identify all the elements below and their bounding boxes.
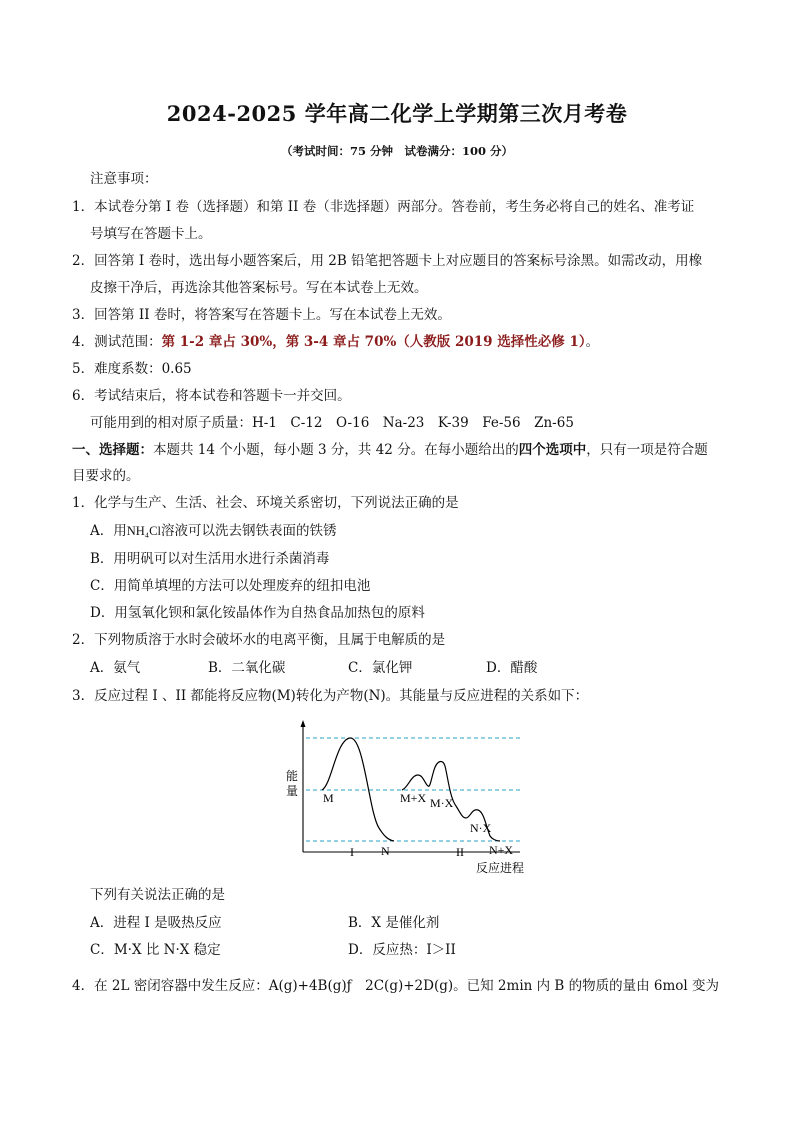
note-1: 1．本试卷分第 I 卷（选择题）和第 II 卷（非选择题）两部分。答卷前，考生务必将自己的姓名、准考证 (72, 199, 695, 215)
y-label-2: 量 (286, 784, 299, 798)
label-N-plus-X: N+X (489, 843, 514, 857)
exam-info: （考试时间：75 分钟 试卷满分：100 分） (280, 144, 513, 158)
label-N: N (381, 844, 390, 858)
q1-a-text: 溶液可以洗去钢铁表面的铁锈 (160, 523, 337, 539)
page-title: 2024-2025 学年高二化学上学期第三次月考卷 (166, 101, 628, 126)
note-2-cont: 皮擦干净后，再选涂其他答案标号。写在本试卷上无效。 (90, 280, 428, 296)
section-1-prefix: 一、选择题： (72, 442, 153, 458)
q1-option-b: B．用明矾可以对生活用水进行杀菌消毒 (90, 551, 330, 567)
q1-option-d: D．用氢氧化钡和氯化铵晶体作为自热食品加热包的原料 (90, 605, 425, 621)
q3-option-d: D．反应热：I＞II (348, 942, 456, 958)
label-I: I (350, 845, 354, 859)
pathway-I-curve (322, 738, 394, 841)
note-4-scope: 第 1-2 章占 30%，第 3-4 章占 70%（人教版 2019 选择性必修 1） (161, 334, 586, 350)
q3-option-b: B．X 是催化剂 (348, 915, 440, 931)
q2-option-a: A．氨气 (90, 660, 141, 676)
q1-stem: 1．化学与生产、生活、社会、环境关系密切，下列说法正确的是 (72, 495, 459, 511)
note-3: 3．回答第 II 卷时，将答案写在答题卡上。写在本试卷上无效。 (72, 307, 451, 323)
q2-stem: 2．下列物质溶于水时会破坏水的电离平衡，且属于电解质的是 (72, 632, 446, 648)
section-1-text-c: ，只有一项是符合题 (586, 442, 708, 458)
q1-option-c: C．用简单填埋的方法可以处理废弃的纽扣电池 (90, 578, 371, 594)
section-1-header (72, 441, 708, 459)
q1-a-prefix: A．用 (90, 523, 127, 539)
y-axis-arrow (301, 720, 306, 727)
q4-stem: 4．在 2L 密闭容器中发生反应：A(g)+4B(g)ƒ 2C(g)+2D(g)。已知 2min 内 B 的物质的量由 6mol 变为 (72, 978, 720, 994)
notes-heading: 注意事项： (90, 171, 158, 187)
atomic-masses: 可能用到的相对原子质量：H-1 C-12 O-16 Na-23 K-39 Fe-56 Zn-65 (90, 415, 574, 431)
label-II: II (456, 845, 464, 859)
note-4-suffix: 。 (585, 334, 600, 350)
note-6: 6．考试结束后，将本试卷和答题卡一并交回。 (72, 388, 351, 404)
q3-stem: 3．反应过程 I 、II 都能将反应物(M)转化为产物(N)。其能量与反应进程的关系如下： (72, 688, 589, 704)
note-1-cont: 号填写在答题卡上。 (90, 226, 212, 242)
label-M-plus-X: M+X (400, 791, 427, 805)
label-M-dot-X: M·X (430, 796, 454, 810)
x-axis-label: 反应进程 (476, 861, 525, 875)
section-1-text-a: 本题共 14 个小题，每小题 3 分，共 42 分。在每小题给出的 (153, 442, 519, 458)
section-1-line2: 目要求的。 (72, 468, 140, 484)
q3-option-c: C．M·X 比 N·X 稳定 (90, 942, 221, 958)
label-M: M (323, 791, 334, 805)
section-1-text-b: 四个选项中 (518, 442, 587, 458)
note-4 (72, 333, 599, 351)
label-N-dot-X: N·X (470, 821, 492, 835)
note-5: 5．难度系数：0.65 (72, 361, 192, 377)
q3-prompt: 下列有关说法正确的是 (90, 887, 225, 903)
y-label-1: 能 (286, 769, 299, 783)
note-4-prefix: 4．测试范围： (72, 334, 162, 350)
energy-profile-diagram (284, 718, 534, 878)
q2-option-d: D．醋酸 (486, 660, 538, 676)
q3-option-a: A．进程 I 是吸热反应 (90, 915, 222, 931)
q2-option-c: C．氯化钾 (348, 660, 413, 676)
q1-option-a (90, 522, 336, 540)
q1-a-formula: NH₄Cl (126, 524, 161, 538)
note-2: 2．回答第 I 卷时，选出每小题答案后，用 2B 铅笔把答题卡上对应题目的答案标号涂黑。如需改动，用橡 (72, 253, 703, 269)
q2-option-b: B．二氧化碳 (208, 660, 286, 676)
